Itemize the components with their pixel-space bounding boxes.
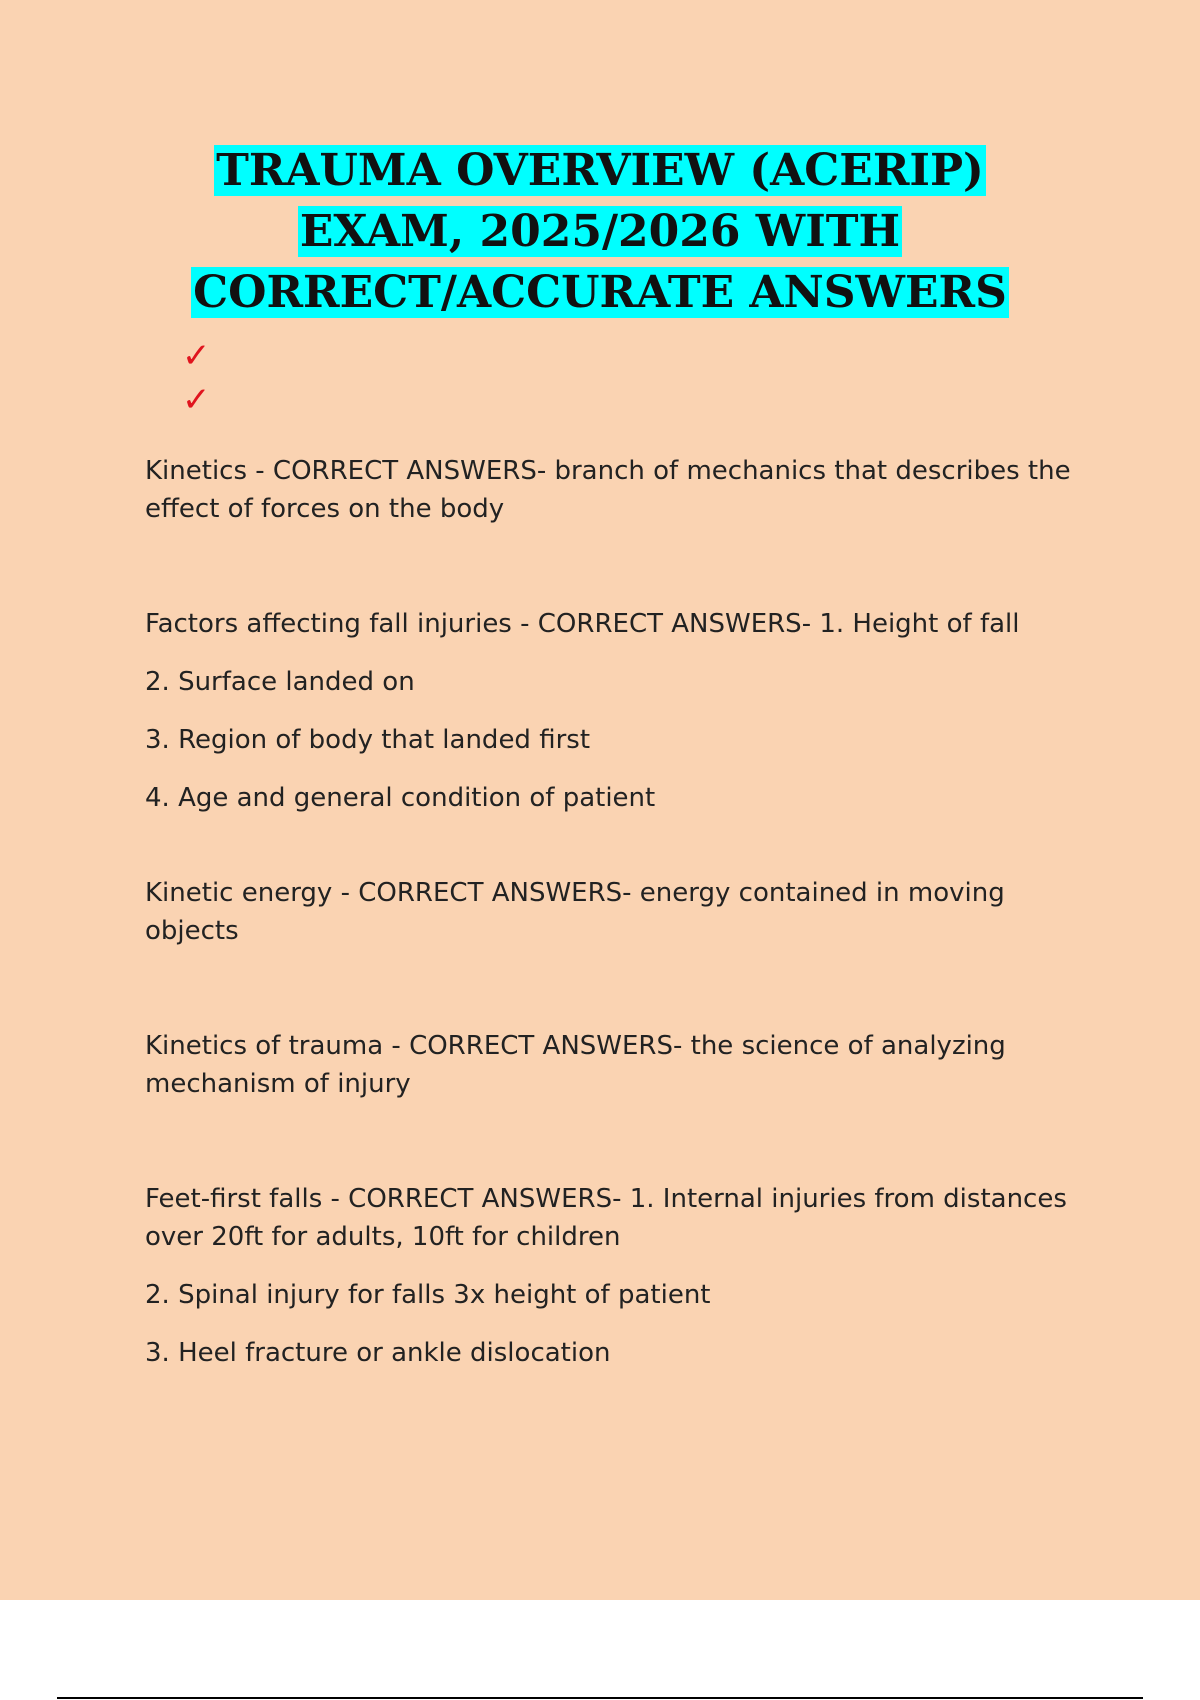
qa-list-item: 3. Region of body that landed first: [145, 725, 591, 755]
qa-list-item: 3. Heel fracture or ankle dislocation: [145, 1338, 611, 1368]
qa-content: [145, 452, 1095, 1449]
qa-entry: [145, 1027, 1095, 1103]
qa-entry: [145, 1180, 1095, 1372]
qa-text: Feet-first falls - CORRECT ANSWERS- 1. Internal injuries from distances over 20ft for adults, 10ft for children: [145, 1184, 1067, 1252]
qa-text: Kinetics of trauma - CORRECT ANSWERS- the science of analyzing mechanism of injury: [145, 1031, 1006, 1099]
qa-list-item: 2. Surface landed on: [145, 667, 415, 697]
qa-entry: [145, 874, 1095, 950]
qa-text: Kinetics - CORRECT ANSWERS- branch of mechanics that describes the effect of forces on the body: [145, 456, 1071, 524]
qa-entry: [145, 452, 1095, 528]
document-title: [0, 140, 1200, 323]
qa-list-item: 2. Spinal injury for falls 3x height of patient: [145, 1280, 711, 1310]
checkmark-list: [182, 334, 211, 422]
title-line: TRAUMA OVERVIEW (ACERIP): [216, 145, 984, 196]
qa-list-item: 4. Age and general condition of patient: [145, 783, 656, 813]
title-line: EXAM, 2025/2026 WITH: [299, 206, 901, 257]
checkmark-icon: ✓: [182, 336, 211, 376]
qa-entry: [145, 605, 1095, 817]
footer-divider: [57, 1697, 1143, 1699]
checkmark-icon: ✓: [182, 380, 211, 420]
title-line: CORRECT/ACCURATE ANSWERS: [193, 267, 1007, 318]
qa-text: Kinetic energy - CORRECT ANSWERS- energy contained in moving objects: [145, 878, 1005, 946]
qa-text: Factors affecting fall injuries - CORRECT ANSWERS- 1. Height of fall: [145, 609, 1020, 639]
